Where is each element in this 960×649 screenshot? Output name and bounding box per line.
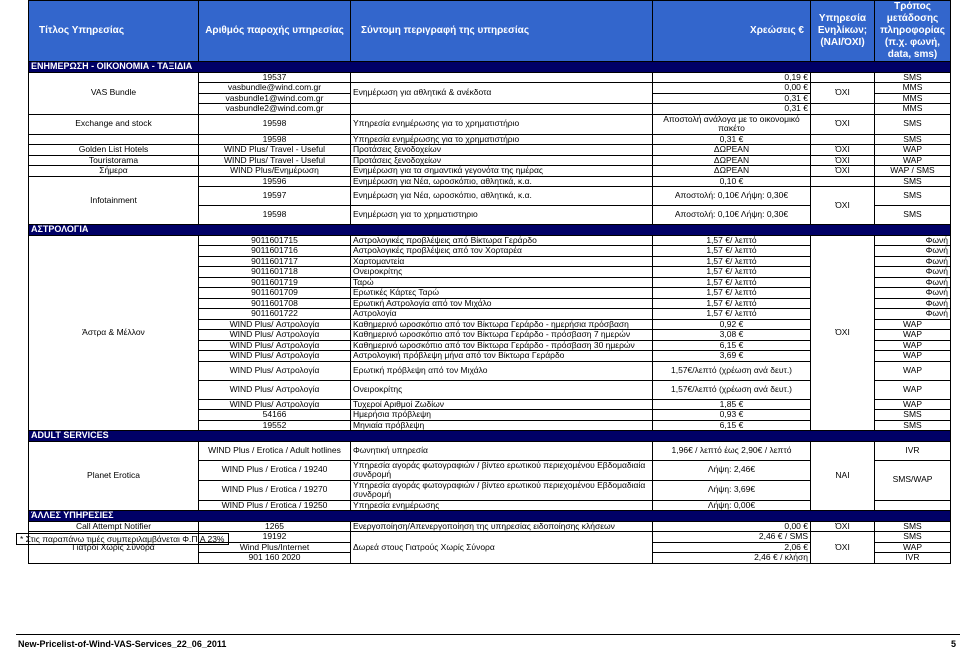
service-number: 19537 <box>199 72 351 83</box>
service-number: WIND Plus/ Αστρολογία <box>199 330 351 341</box>
description: Ενημέρωση για το χρηματιστηριο <box>351 206 653 225</box>
description: Ονειροκρίτης <box>351 267 653 278</box>
service-number: WIND Plus/ Travel - Useful <box>199 145 351 156</box>
description: Ενημέρωση για Νέα, ωροσκόπιο, αθλητικά, κ.α. <box>351 176 653 187</box>
transmission-mode: SMS <box>875 521 951 532</box>
description: Δωρεά στους Γιατρούς Χωρίς Σύνορα <box>351 532 653 564</box>
description: Προτάσεις ξενοδοχείων <box>351 145 653 156</box>
adult-flag: ΌΧΙ <box>811 235 875 431</box>
header-service-title: Τίτλος Υπηρεσίας <box>29 1 199 62</box>
service-number: 9011601722 <box>199 309 351 320</box>
footer-divider <box>16 634 960 635</box>
description: Τυχεροί Αριθμοί Ζωδίων <box>351 399 653 410</box>
charge: 3,69 € <box>653 351 811 362</box>
transmission-mode: WAP <box>875 351 951 362</box>
astrology-rows <box>29 235 951 431</box>
transmission-mode: SMS <box>875 532 951 543</box>
description: Φωνητική υπηρεσία <box>351 441 653 460</box>
transmission-mode: SMS/WAP <box>875 460 951 500</box>
service-number: 19597 <box>199 187 351 206</box>
charge: 0,19 € <box>653 72 811 83</box>
charge: ΔΩΡΕΑΝ <box>653 166 811 177</box>
service-number: 9011601719 <box>199 277 351 288</box>
service-number: 9011601715 <box>199 235 351 246</box>
service-number: WIND Plus/Ενημέρωση <box>199 166 351 177</box>
transmission-mode: IVR <box>875 553 951 564</box>
description: Ερωτική Αστρολογία από τον Μιχάλο <box>351 298 653 309</box>
service-number: 19552 <box>199 420 351 431</box>
service-number: WIND Plus/ Αστρολογία <box>199 361 351 380</box>
service-number: vasbundle2@wind.com.gr <box>199 104 351 115</box>
charge: 0,00 € <box>653 521 811 532</box>
charge: 0,10 € <box>653 176 811 187</box>
description: Αστρολογικές προβλέψεις από Βίκτωρα Γεράρδο <box>351 235 653 246</box>
service-number: 19598 <box>199 114 351 134</box>
transmission-mode: SMS <box>875 114 951 134</box>
service-number: 901 160 2020 <box>199 553 351 564</box>
service-number: vasbundle@wind.com.gr <box>199 83 351 94</box>
charge: 6,15 € <box>653 340 811 351</box>
description: Ενημέρωση για αθλητικά & ανέκδοτα <box>351 83 653 104</box>
transmission-mode: Φωνή <box>875 235 951 246</box>
charge: 1,57 €/ λεπτό <box>653 298 811 309</box>
adult-flag: ΌΧΙ <box>811 155 875 166</box>
service-number: WIND Plus/ Travel - Useful <box>199 155 351 166</box>
header-adult: Υπηρεσία Ενηλίκων; (ΝΑΙ/ΌΧΙ) <box>811 1 875 62</box>
transmission-mode: Φωνή <box>875 246 951 257</box>
transmission-mode <box>875 500 951 511</box>
charge: Αποστολή: 0,10€ Λήψη: 0,30€ <box>653 187 811 206</box>
service-number: 1265 <box>199 521 351 532</box>
description: Ταρώ <box>351 277 653 288</box>
charge: 0,31 € <box>653 104 811 115</box>
service-number: 19598 <box>199 206 351 225</box>
description: Ονειροκρίτης <box>351 380 653 399</box>
charge: 1,85 € <box>653 399 811 410</box>
service-number: 9011601717 <box>199 256 351 267</box>
header-service-number: Αριθμός παροχής υπηρεσίας <box>199 1 351 62</box>
transmission-mode: WAP <box>875 542 951 553</box>
service-number: 9011601716 <box>199 246 351 257</box>
description: Ερωτική πρόβλεψη από τον Μιχάλο <box>351 361 653 380</box>
transmission-mode: WAP <box>875 330 951 341</box>
description: Αστρολογική πρόβλεψη μήνα από τον Βίκτωρα Γεράρδο <box>351 351 653 362</box>
transmission-mode: IVR <box>875 441 951 460</box>
charge: 1,57 €/ λεπτό <box>653 309 811 320</box>
adult-flag <box>811 104 875 115</box>
service-number: WIND Plus/ Αστρολογία <box>199 340 351 351</box>
service-number: Wind Plus/Internet <box>199 542 351 553</box>
charge: ΔΩΡΕΑΝ <box>653 145 811 156</box>
description <box>351 72 653 83</box>
service-number: vasbundle1@wind.com.gr <box>199 93 351 104</box>
description: Ενεργοποίηση/Απενεργοποίηση της υπηρεσίας ειδοποίησης κλήσεων <box>351 521 653 532</box>
transmission-mode: WAP <box>875 319 951 330</box>
description: Ενημέρωση για τα σημαντικά γεγονότα της ημέρας <box>351 166 653 177</box>
description: Καθημερινό ωροσκόπιο από τον Βίκτωρα Γεράρδο - πρόσβαση 30 ημερών <box>351 340 653 351</box>
adult-flag: ΌΧΙ <box>811 83 875 104</box>
service-title: Call Attempt Notifier <box>29 521 199 532</box>
service-number: WIND Plus/ Αστρολογία <box>199 319 351 330</box>
transmission-mode: Φωνή <box>875 288 951 299</box>
transmission-mode: WAP <box>875 145 951 156</box>
pricelist-table <box>28 0 951 564</box>
header-transmission: Τρόπος μετάδοσης πληροφορίας (π.χ. φωνή, data, sms) <box>875 1 951 62</box>
charge: 1,57 €/ λεπτό <box>653 267 811 278</box>
charge: 0,31 € <box>653 134 811 145</box>
charge: 2,46 € / SMS <box>653 532 811 543</box>
adult-flag: ΌΧΙ <box>811 114 875 134</box>
description: Μηνιαία πρόβλεψη <box>351 420 653 431</box>
footer-filename: New-Pricelist-of-Wind-VAS-Services_22_06_2011 <box>18 639 227 649</box>
adult-flag: ΝΑΙ <box>811 441 875 511</box>
transmission-mode: SMS <box>875 187 951 206</box>
header-charges: Χρεώσεις € <box>653 1 811 62</box>
service-title: Golden List Hotels <box>29 145 199 156</box>
header-description: Σύντομη περιγραφή της υπηρεσίας <box>351 1 653 62</box>
service-title: Infotainment <box>29 176 199 225</box>
charge: 1,57 €/ λεπτό <box>653 246 811 257</box>
charge: ΔΩΡΕΑΝ <box>653 155 811 166</box>
service-number: WIND Plus/ Αστρολογία <box>199 351 351 362</box>
adult-flag <box>811 176 875 187</box>
adult-flag <box>811 134 875 145</box>
description: Υπηρεσία ενημέρωσης για το χρηματιστήριο <box>351 134 653 145</box>
service-title: Γιατροί Χωρίς Σύνορα <box>29 532 199 564</box>
footer-page-number: 5 <box>951 639 957 649</box>
charge: 0,00 € <box>653 83 811 94</box>
transmission-mode: Φωνή <box>875 277 951 288</box>
service-number: WIND Plus/ Αστρολογία <box>199 399 351 410</box>
transmission-mode: SMS <box>875 420 951 431</box>
service-title: Touristorama <box>29 155 199 166</box>
transmission-mode: Φωνή <box>875 267 951 278</box>
transmission-mode: MMS <box>875 93 951 104</box>
adult-flag: ΌΧΙ <box>811 166 875 177</box>
description: Υπηρεσία αγοράς φωτογραφιών / βίντεο ερωτικού περιεχομένου Εβδομαδιαία συνδρομή <box>351 480 653 500</box>
transmission-mode: WAP <box>875 361 951 380</box>
section-astrology: ΑΣΤΡΟΛΟΓΙΑ <box>29 225 951 236</box>
transmission-mode: MMS <box>875 83 951 94</box>
description: Καθημερινό ωροσκόπιο από τον Βίκτωρα Γεράρδο - πρόσβαση 7 ημερών <box>351 330 653 341</box>
service-number: 9011601718 <box>199 267 351 278</box>
charge: 1,57 €/ λεπτό <box>653 256 811 267</box>
service-title: Σήμερα <box>29 166 199 177</box>
transmission-mode: WAP <box>875 380 951 399</box>
service-number: 9011601709 <box>199 288 351 299</box>
transmission-mode: Φωνή <box>875 309 951 320</box>
service-number: WIND Plus / Erotica / 19250 <box>199 500 351 511</box>
adult-flag: ΌΧΙ <box>811 521 875 532</box>
vat-footnote: * Στις παραπάνω τιμές συμπεριλαμβάνεται Φ.Π.Α 23% <box>16 533 229 545</box>
service-number: 19596 <box>199 176 351 187</box>
charge: 0,93 € <box>653 410 811 421</box>
description: Ημερήσια πρόβλεψη <box>351 410 653 421</box>
adult-flag: ΌΧΙ <box>811 187 875 225</box>
charge: 1,57 €/ λεπτό <box>653 288 811 299</box>
charge: Αποστολή: 0,10€ Λήψη: 0,30€ <box>653 206 811 225</box>
charge: 0,92 € <box>653 319 811 330</box>
charge: Λήψη: 0,00€ <box>653 500 811 511</box>
service-number: WIND Plus / Erotica / 19270 <box>199 480 351 500</box>
description: Υπηρεσία αγοράς φωτογραφιών / βίντεο ερωτικού περιεχομένου Εβδομαδιαία συνδρομή <box>351 460 653 480</box>
transmission-mode: WAP / SMS <box>875 166 951 177</box>
description: Χαρτομαντεία <box>351 256 653 267</box>
charge: 1,57 €/ λεπτό <box>653 235 811 246</box>
transmission-mode: Φωνή <box>875 298 951 309</box>
charge: 6,15 € <box>653 420 811 431</box>
service-number: WIND Plus/ Αστρολογία <box>199 380 351 399</box>
transmission-mode: WAP <box>875 340 951 351</box>
transmission-mode: SMS <box>875 410 951 421</box>
transmission-mode: SMS <box>875 134 951 145</box>
charge: 2,06 € <box>653 542 811 553</box>
charge: Λήψη: 3,69€ <box>653 480 811 500</box>
charge: 1,96€ / λεπτό έως 2,90€ / λεπτό <box>653 441 811 460</box>
description: Ενημέρωση για Νέα, ωροσκόπιο, αθλητικά, κ.α. <box>351 187 653 206</box>
service-number: WIND Plus / Erotica / 19240 <box>199 460 351 480</box>
charge: 1,57€/λεπτό (χρέωση ανά δευτ.) <box>653 380 811 399</box>
adult-flag: ΌΧΙ <box>811 532 875 564</box>
description: Υπηρεσία ενημέρωσης <box>351 500 653 511</box>
service-number: 19192 <box>199 532 351 543</box>
transmission-mode: WAP <box>875 399 951 410</box>
table-row <box>29 235 951 246</box>
description: Αστρολογικές προβλέψεις από τον Χορταρέα <box>351 246 653 257</box>
description: Ερωτικές Κάρτες Ταρώ <box>351 288 653 299</box>
service-title: Exchange and stock <box>29 114 199 134</box>
section-news-finance-travel: ΕΝΗΜΕΡΩΣΗ - ΟΙΚΟΝΟΜΙΑ - ΤΑΞΙΔΙΑ <box>29 62 951 73</box>
transmission-mode: SMS <box>875 176 951 187</box>
header-row <box>29 1 951 62</box>
charge: Λήψη: 2,46€ <box>653 460 811 480</box>
transmission-mode: SMS <box>875 206 951 225</box>
transmission-mode: SMS <box>875 72 951 83</box>
description: Προτάσεις ξενοδοχείων <box>351 155 653 166</box>
service-number: 54166 <box>199 410 351 421</box>
charge: 2,46 € / κλήση <box>653 553 811 564</box>
service-number: 19598 <box>199 134 351 145</box>
adult-flag <box>811 72 875 83</box>
description: Αστρολογία <box>351 309 653 320</box>
adult-flag: ΌΧΙ <box>811 145 875 156</box>
description: Υπηρεσία ενημέρωσης για το χρηματιστήριο <box>351 114 653 134</box>
charge: Αποστολή ανάλογα με το οικονομικό πακέτο <box>653 114 811 134</box>
transmission-mode: MMS <box>875 104 951 115</box>
description: Καθημερινό ωροσκόπιο από τον Βίκτωρα Γεράρδο - ημερήσια πρόσβαση <box>351 319 653 330</box>
transmission-mode: WAP <box>875 155 951 166</box>
transmission-mode: Φωνή <box>875 256 951 267</box>
charge: 1,57 €/ λεπτό <box>653 277 811 288</box>
section-adult-services: ADULT SERVICES <box>29 431 951 442</box>
charge: 1,57€/λεπτό (χρέωση ανά δευτ.) <box>653 361 811 380</box>
service-title: Planet Erotica <box>29 441 199 511</box>
description <box>351 104 653 115</box>
service-title: VAS Bundle <box>29 72 199 114</box>
service-number: 9011601708 <box>199 298 351 309</box>
service-title <box>29 134 199 145</box>
section-other-services: ΆΛΛΕΣ ΥΠΗΡΕΣΙΕΣ <box>29 511 951 522</box>
charge: 0,31 € <box>653 93 811 104</box>
service-title: Άστρα & Μέλλον <box>29 235 199 431</box>
charge: 3,08 € <box>653 330 811 341</box>
service-number: WIND Plus / Erotica / Adult hotlines <box>199 441 351 460</box>
